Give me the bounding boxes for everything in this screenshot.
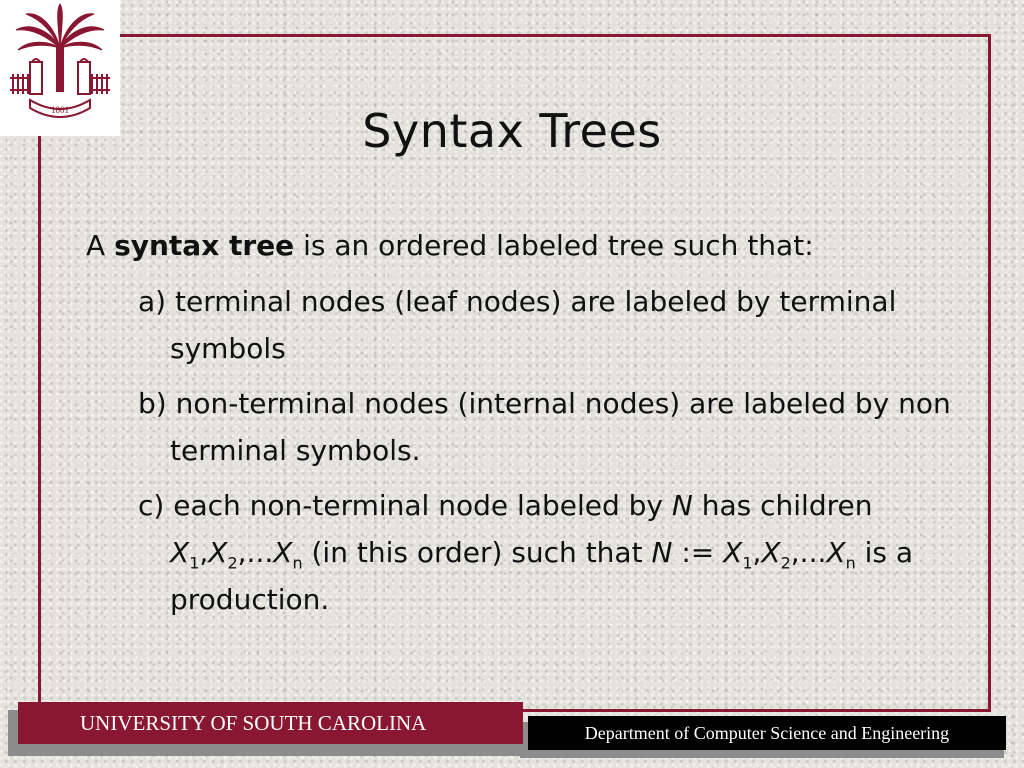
- university-banner: [18, 702, 523, 744]
- list-item-c: c) each non-terminal node labeled by N has children $X_1,X_2,...X_n$ (in this order) such that N := $X_1,X_2,...X_n$ is a production.: [138, 489, 914, 616]
- term-syntax-tree: syntax tree: [114, 229, 295, 262]
- department-name: Department of Computer Science and Engineering: [584, 722, 950, 743]
- department-banner: [528, 716, 1006, 750]
- logo-year: 1801: [51, 105, 69, 115]
- university-name: UNIVERSITY OF SOUTH CAROLINA: [80, 710, 427, 735]
- intro-rest: is an ordered labeled tree such that:: [294, 229, 814, 262]
- palmetto-tree-seal-icon: [0, 0, 120, 136]
- intro-lead: A: [86, 229, 115, 262]
- university-logo: [0, 0, 120, 136]
- intro-line: [86, 222, 966, 270]
- slide-body: [86, 222, 966, 631]
- slide-title: Syntax Trees: [362, 104, 662, 158]
- list-item-b: b) non-terminal nodes (internal nodes) are labeled by non terminal symbols.: [138, 387, 951, 467]
- list-item-a: a) terminal nodes (leaf nodes) are labeled by terminal symbols: [138, 285, 897, 365]
